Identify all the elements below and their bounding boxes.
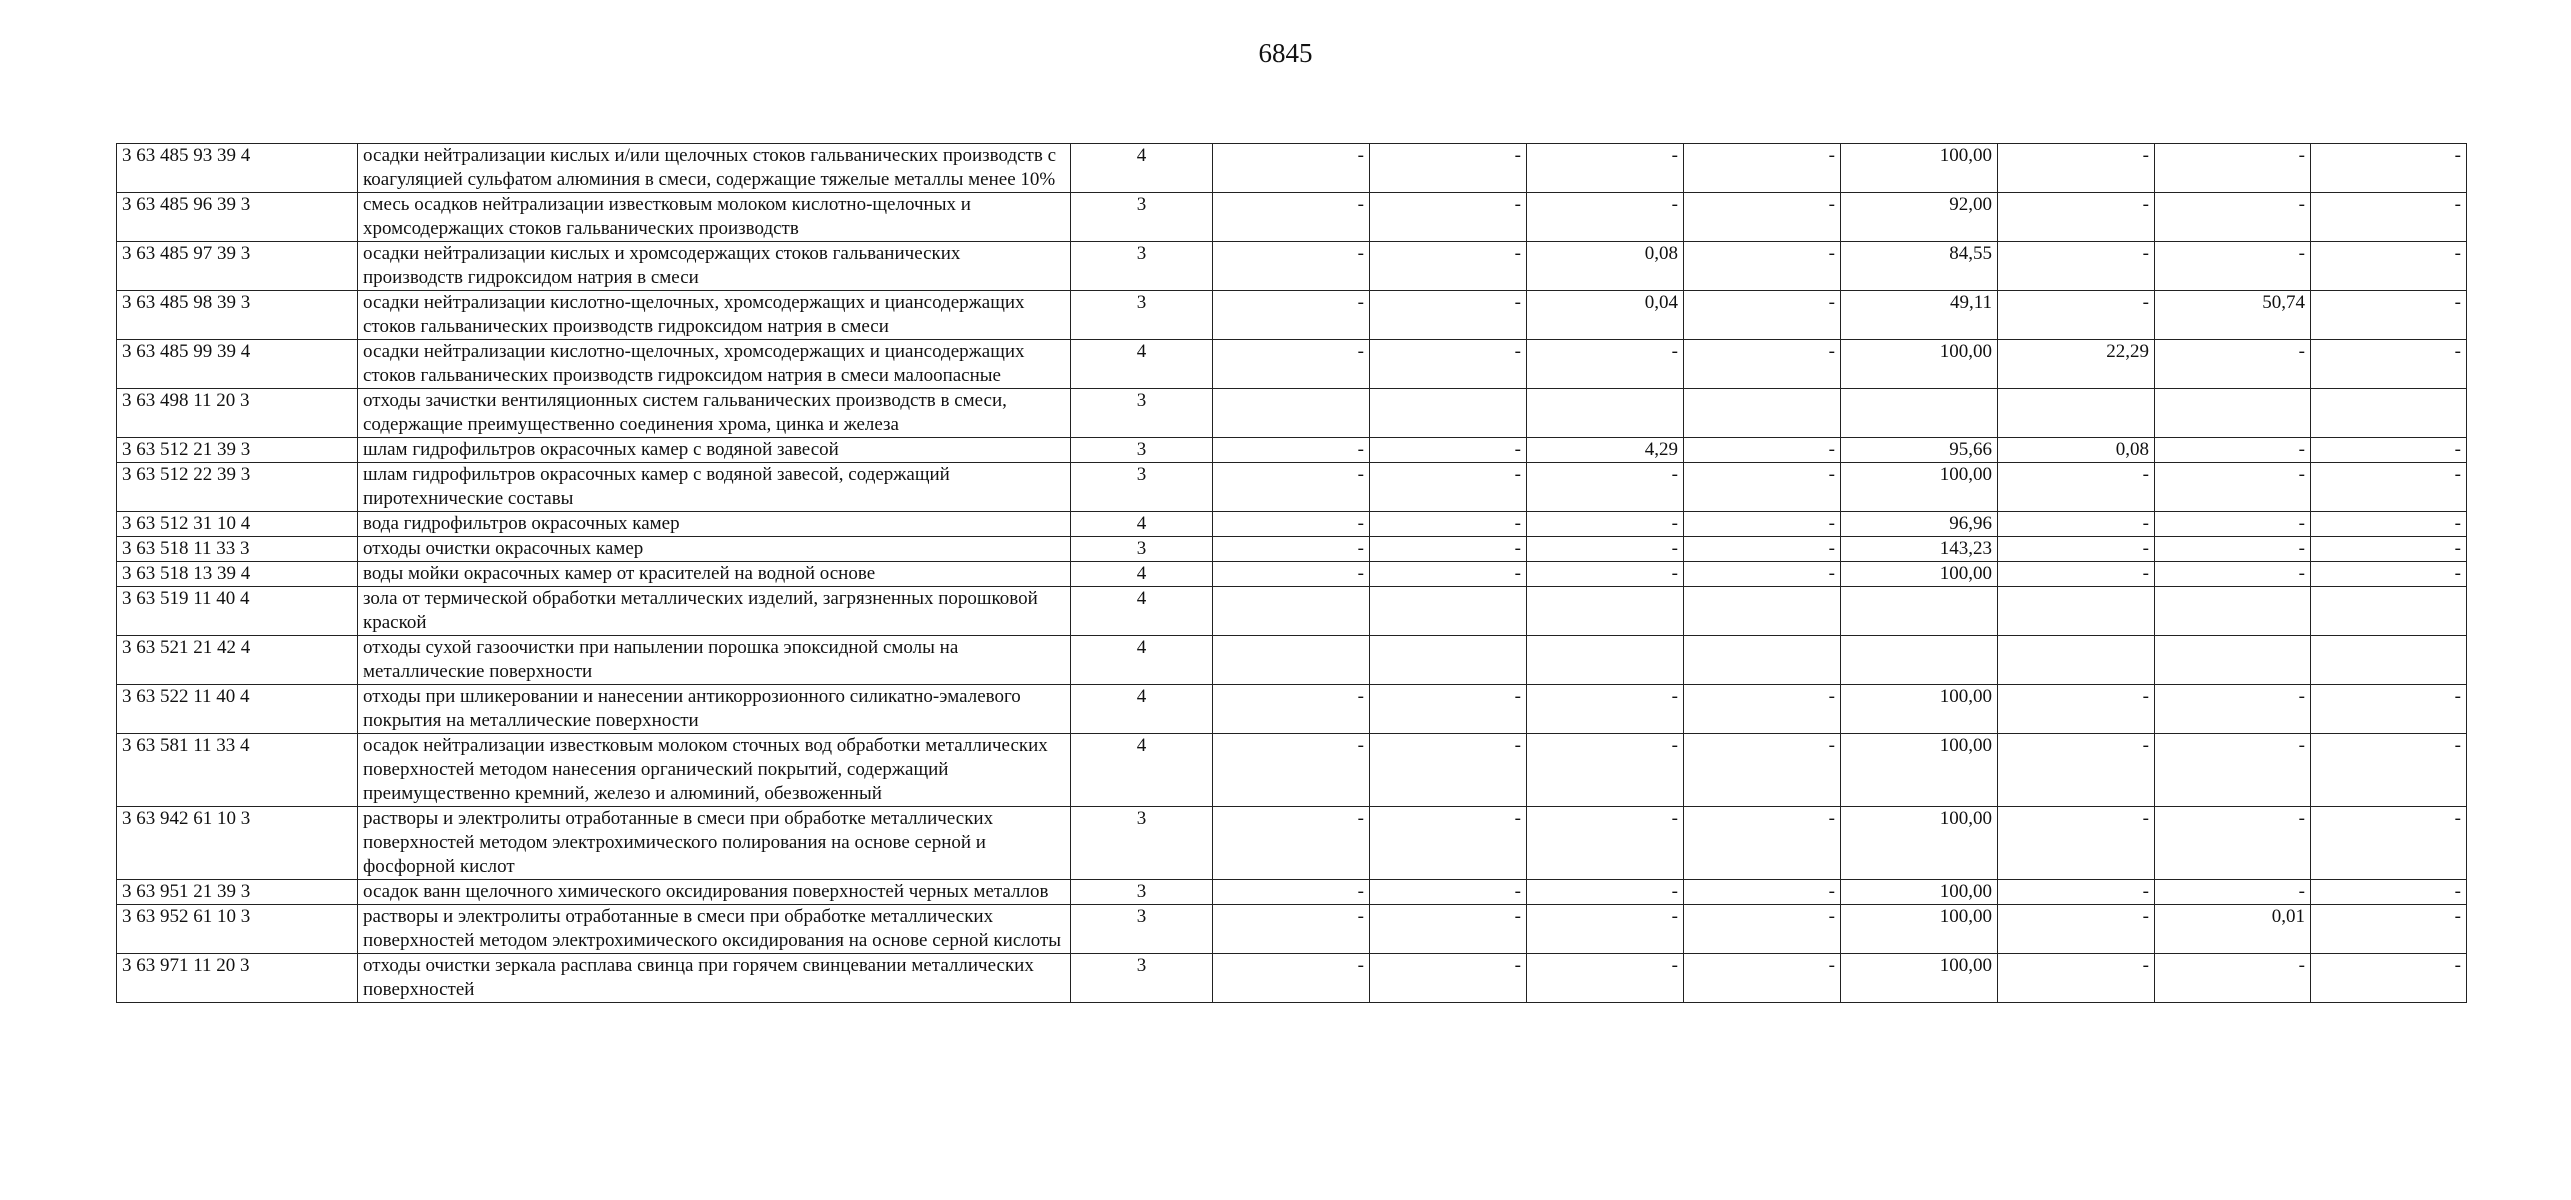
value-cell: - [1684, 438, 1841, 463]
value-cell: - [2155, 562, 2311, 587]
table-row [117, 242, 2467, 291]
value-cell: - [2311, 880, 2467, 905]
hazard-class-cell: 3 [1071, 537, 1213, 562]
value-cell: 100,00 [1841, 880, 1998, 905]
table-row [117, 636, 2467, 685]
value-cell: 84,55 [1841, 242, 1998, 291]
value-cell: - [1527, 193, 1684, 242]
hazard-class-cell: 3 [1071, 880, 1213, 905]
value-cell: - [1213, 954, 1370, 1003]
value-cell: - [1684, 193, 1841, 242]
waste-code-cell: 3 63 519 11 40 4 [117, 587, 358, 636]
value-cell: - [2155, 880, 2311, 905]
value-cell [1527, 389, 1684, 438]
value-cell: - [1998, 954, 2155, 1003]
hazard-class-cell: 4 [1071, 587, 1213, 636]
page-number: 6845 [1258, 38, 1313, 68]
value-cell: - [1527, 880, 1684, 905]
value-cell: - [1527, 463, 1684, 512]
value-cell [1684, 636, 1841, 685]
value-cell: - [1213, 807, 1370, 880]
waste-name-cell: осадки нейтрализации кислотно-щелочных, хромсодержащих и циансодержащих стоков гальванических производств гидроксидом натрия в смеси малоопасные [358, 340, 1071, 389]
value-cell: 100,00 [1841, 807, 1998, 880]
value-cell: - [2311, 144, 2467, 193]
value-cell [1998, 587, 2155, 636]
value-cell: - [1998, 193, 2155, 242]
waste-code-cell: 3 63 518 11 33 3 [117, 537, 358, 562]
value-cell: - [2155, 463, 2311, 512]
table-row [117, 512, 2467, 537]
waste-name-cell: отходы зачистки вентиляционных систем гальванических производств в смеси, содержащие преимущественно соединения хрома, цинка и железа [358, 389, 1071, 438]
value-cell: - [1684, 537, 1841, 562]
value-cell: - [2311, 734, 2467, 807]
value-cell: - [2155, 438, 2311, 463]
value-cell: - [1998, 562, 2155, 587]
waste-name-cell: осадки нейтрализации кислых и/или щелочных стоков гальванических производств с коагуляцией сульфатом алюминия в смеси, содержащие тяжелые металлы менее 10% [358, 144, 1071, 193]
value-cell: - [1684, 463, 1841, 512]
value-cell: - [2311, 905, 2467, 954]
hazard-class-cell: 3 [1071, 807, 1213, 880]
value-cell: - [1213, 438, 1370, 463]
waste-name-cell: отходы очистки окрасочных камер [358, 537, 1071, 562]
value-cell: - [1527, 537, 1684, 562]
waste-code-cell: 3 63 942 61 10 3 [117, 807, 358, 880]
value-cell: - [1684, 807, 1841, 880]
value-cell: - [1684, 144, 1841, 193]
value-cell: - [1998, 537, 2155, 562]
value-cell: 100,00 [1841, 463, 1998, 512]
value-cell: 100,00 [1841, 905, 1998, 954]
value-cell: - [2155, 734, 2311, 807]
hazard-class-cell: 3 [1071, 438, 1213, 463]
value-cell: - [2311, 685, 2467, 734]
waste-name-cell: воды мойки окрасочных камер от красителей на водной основе [358, 562, 1071, 587]
waste-code-cell: 3 63 498 11 20 3 [117, 389, 358, 438]
value-cell [1370, 587, 1527, 636]
table-row [117, 734, 2467, 807]
table-row [117, 463, 2467, 512]
value-cell: - [1213, 340, 1370, 389]
value-cell: - [2155, 537, 2311, 562]
waste-code-cell: 3 63 485 97 39 3 [117, 242, 358, 291]
value-cell [2311, 587, 2467, 636]
value-cell: - [2155, 512, 2311, 537]
waste-name-cell: вода гидрофильтров окрасочных камер [358, 512, 1071, 537]
hazard-class-cell: 4 [1071, 636, 1213, 685]
value-cell: - [1998, 242, 2155, 291]
value-cell: - [2311, 463, 2467, 512]
value-cell: 100,00 [1841, 144, 1998, 193]
value-cell [2155, 636, 2311, 685]
value-cell [1213, 389, 1370, 438]
value-cell [2311, 389, 2467, 438]
value-cell: 92,00 [1841, 193, 1998, 242]
waste-name-cell: осадок ванн щелочного химического оксидирования поверхностей черных металлов [358, 880, 1071, 905]
value-cell: - [1998, 144, 2155, 193]
table-row [117, 880, 2467, 905]
value-cell [2311, 636, 2467, 685]
value-cell: - [1213, 734, 1370, 807]
value-cell [1684, 587, 1841, 636]
value-cell: 100,00 [1841, 685, 1998, 734]
value-cell: - [1370, 537, 1527, 562]
value-cell: - [1684, 954, 1841, 1003]
value-cell [2155, 587, 2311, 636]
table-row [117, 193, 2467, 242]
waste-name-cell: осадки нейтрализации кислотно-щелочных, хромсодержащих и циансодержащих стоков гальванических производств гидроксидом натрия в смеси [358, 291, 1071, 340]
waste-code-cell: 3 63 952 61 10 3 [117, 905, 358, 954]
hazard-class-cell: 4 [1071, 734, 1213, 807]
value-cell [1527, 636, 1684, 685]
value-cell: - [2311, 954, 2467, 1003]
value-cell: - [1213, 537, 1370, 562]
value-cell: - [1998, 291, 2155, 340]
value-cell: - [1370, 562, 1527, 587]
hazard-class-cell: 3 [1071, 242, 1213, 291]
hazard-class-cell: 3 [1071, 389, 1213, 438]
hazard-class-cell: 3 [1071, 291, 1213, 340]
value-cell: 0,01 [2155, 905, 2311, 954]
value-cell: - [2155, 193, 2311, 242]
table-row [117, 587, 2467, 636]
value-cell [1841, 587, 1998, 636]
value-cell: - [2311, 562, 2467, 587]
value-cell: 96,96 [1841, 512, 1998, 537]
value-cell: - [2311, 193, 2467, 242]
value-cell: - [1370, 954, 1527, 1003]
value-cell: - [1370, 291, 1527, 340]
value-cell: - [1527, 807, 1684, 880]
value-cell: 143,23 [1841, 537, 1998, 562]
value-cell [1998, 636, 2155, 685]
value-cell: - [2311, 438, 2467, 463]
value-cell: - [1527, 685, 1684, 734]
value-cell: - [1213, 562, 1370, 587]
value-cell: 100,00 [1841, 954, 1998, 1003]
value-cell: - [1684, 734, 1841, 807]
value-cell: - [2311, 537, 2467, 562]
value-cell: - [1998, 463, 2155, 512]
hazard-class-cell: 4 [1071, 512, 1213, 537]
value-cell: 4,29 [1527, 438, 1684, 463]
waste-name-cell: отходы сухой газоочистки при напылении порошка эпоксидной смолы на металлические поверхности [358, 636, 1071, 685]
value-cell: - [1527, 144, 1684, 193]
value-cell: - [1213, 512, 1370, 537]
value-cell: - [1527, 954, 1684, 1003]
value-cell: 0,08 [1527, 242, 1684, 291]
value-cell [2155, 389, 2311, 438]
waste-name-cell: отходы очистки зеркала расплава свинца при горячем свинцевании металлических поверхностей [358, 954, 1071, 1003]
value-cell: - [1213, 291, 1370, 340]
table-row [117, 291, 2467, 340]
value-cell: 100,00 [1841, 562, 1998, 587]
value-cell: - [1213, 193, 1370, 242]
waste-table [116, 143, 2467, 1003]
waste-code-cell: 3 63 485 99 39 4 [117, 340, 358, 389]
table-row [117, 685, 2467, 734]
value-cell: - [2155, 685, 2311, 734]
waste-name-cell: осадки нейтрализации кислых и хромсодержащих стоков гальванических производств гидроксидом натрия в смеси [358, 242, 1071, 291]
waste-name-cell: растворы и электролиты отработанные в смеси при обработке металлических поверхностей методом электрохимического оксидирования на основе серной кислоты [358, 905, 1071, 954]
hazard-class-cell: 4 [1071, 685, 1213, 734]
value-cell: - [1370, 193, 1527, 242]
waste-code-cell: 3 63 485 96 39 3 [117, 193, 358, 242]
value-cell [1841, 636, 1998, 685]
waste-name-cell: растворы и электролиты отработанные в смеси при обработке металлических поверхностей методом электрохимического полирования на основе серной и фосфорной кислот [358, 807, 1071, 880]
value-cell: - [2155, 144, 2311, 193]
value-cell: - [1370, 242, 1527, 291]
waste-name-cell: шлам гидрофильтров окрасочных камер с водяной завесой [358, 438, 1071, 463]
waste-name-cell: отходы при шликеровании и нанесении антикоррозионного силикатно-эмалевого покрытия на металлические поверхности [358, 685, 1071, 734]
value-cell: - [1998, 734, 2155, 807]
table-row [117, 340, 2467, 389]
value-cell: - [2311, 242, 2467, 291]
value-cell: - [1370, 807, 1527, 880]
hazard-class-cell: 3 [1071, 905, 1213, 954]
value-cell: 0,08 [1998, 438, 2155, 463]
value-cell [1684, 389, 1841, 438]
value-cell: - [2311, 512, 2467, 537]
waste-code-cell: 3 63 951 21 39 3 [117, 880, 358, 905]
value-cell [1370, 389, 1527, 438]
value-cell: - [2155, 954, 2311, 1003]
waste-code-cell: 3 63 581 11 33 4 [117, 734, 358, 807]
value-cell: 22,29 [1998, 340, 2155, 389]
value-cell: - [1998, 905, 2155, 954]
value-cell: - [1684, 880, 1841, 905]
table-row [117, 144, 2467, 193]
value-cell [1213, 636, 1370, 685]
value-cell [1998, 389, 2155, 438]
value-cell: - [2155, 807, 2311, 880]
waste-code-cell: 3 63 485 93 39 4 [117, 144, 358, 193]
value-cell: - [1998, 807, 2155, 880]
value-cell: - [2155, 340, 2311, 389]
hazard-class-cell: 4 [1071, 144, 1213, 193]
value-cell [1213, 587, 1370, 636]
table-body [117, 144, 2467, 1003]
value-cell: - [1213, 463, 1370, 512]
value-cell: - [1684, 291, 1841, 340]
value-cell: - [1998, 512, 2155, 537]
value-cell: - [2311, 807, 2467, 880]
value-cell: - [1213, 880, 1370, 905]
value-cell [1527, 587, 1684, 636]
hazard-class-cell: 3 [1071, 463, 1213, 512]
value-cell: 49,11 [1841, 291, 1998, 340]
table-row [117, 537, 2467, 562]
table-row [117, 438, 2467, 463]
value-cell: 100,00 [1841, 734, 1998, 807]
value-cell: - [1684, 340, 1841, 389]
hazard-class-cell: 3 [1071, 954, 1213, 1003]
waste-code-cell: 3 63 485 98 39 3 [117, 291, 358, 340]
value-cell: - [1370, 734, 1527, 807]
value-cell: - [1370, 905, 1527, 954]
value-cell: - [1370, 685, 1527, 734]
value-cell: 50,74 [2155, 291, 2311, 340]
table-row [117, 562, 2467, 587]
waste-code-cell: 3 63 521 21 42 4 [117, 636, 358, 685]
value-cell: - [1527, 734, 1684, 807]
hazard-class-cell: 4 [1071, 562, 1213, 587]
value-cell: - [1370, 438, 1527, 463]
value-cell: - [1213, 685, 1370, 734]
waste-code-cell: 3 63 518 13 39 4 [117, 562, 358, 587]
waste-code-cell: 3 63 512 21 39 3 [117, 438, 358, 463]
value-cell [1841, 389, 1998, 438]
value-cell: 100,00 [1841, 340, 1998, 389]
value-cell: - [1370, 340, 1527, 389]
hazard-class-cell: 4 [1071, 340, 1213, 389]
waste-code-cell: 3 63 522 11 40 4 [117, 685, 358, 734]
value-cell: 0,04 [1527, 291, 1684, 340]
waste-name-cell: смесь осадков нейтрализации известковым молоком кислотно-щелочных и хромсодержащих стоков гальванических производств [358, 193, 1071, 242]
value-cell: - [1527, 340, 1684, 389]
waste-code-cell: 3 63 512 31 10 4 [117, 512, 358, 537]
value-cell: - [1370, 463, 1527, 512]
value-cell: - [1527, 512, 1684, 537]
value-cell: - [1370, 880, 1527, 905]
value-cell [1370, 636, 1527, 685]
value-cell: - [2155, 242, 2311, 291]
value-cell: - [1370, 512, 1527, 537]
value-cell: - [1998, 685, 2155, 734]
value-cell: - [1213, 905, 1370, 954]
value-cell: 95,66 [1841, 438, 1998, 463]
value-cell: - [1527, 905, 1684, 954]
value-cell: - [1684, 905, 1841, 954]
waste-code-cell: 3 63 971 11 20 3 [117, 954, 358, 1003]
hazard-class-cell: 3 [1071, 193, 1213, 242]
value-cell: - [1213, 144, 1370, 193]
value-cell: - [1370, 144, 1527, 193]
value-cell: - [2311, 340, 2467, 389]
value-cell: - [1213, 242, 1370, 291]
table-row [117, 807, 2467, 880]
waste-name-cell: зола от термической обработки металлических изделий, загрязненных порошковой краской [358, 587, 1071, 636]
table-row [117, 905, 2467, 954]
waste-code-cell: 3 63 512 22 39 3 [117, 463, 358, 512]
table-row [117, 389, 2467, 438]
value-cell: - [1998, 880, 2155, 905]
value-cell: - [1684, 562, 1841, 587]
value-cell: - [1527, 562, 1684, 587]
waste-name-cell: осадок нейтрализации известковым молоком сточных вод обработки металлических поверхностей методом нанесения органический покрытий, содержащий преимущественно кремний, железо и алюминий, обезвоженный [358, 734, 1071, 807]
value-cell: - [2311, 291, 2467, 340]
value-cell: - [1684, 242, 1841, 291]
value-cell: - [1684, 685, 1841, 734]
waste-name-cell: шлам гидрофильтров окрасочных камер с водяной завесой, содержащий пиротехнические составы [358, 463, 1071, 512]
value-cell: - [1684, 512, 1841, 537]
table-row [117, 954, 2467, 1003]
